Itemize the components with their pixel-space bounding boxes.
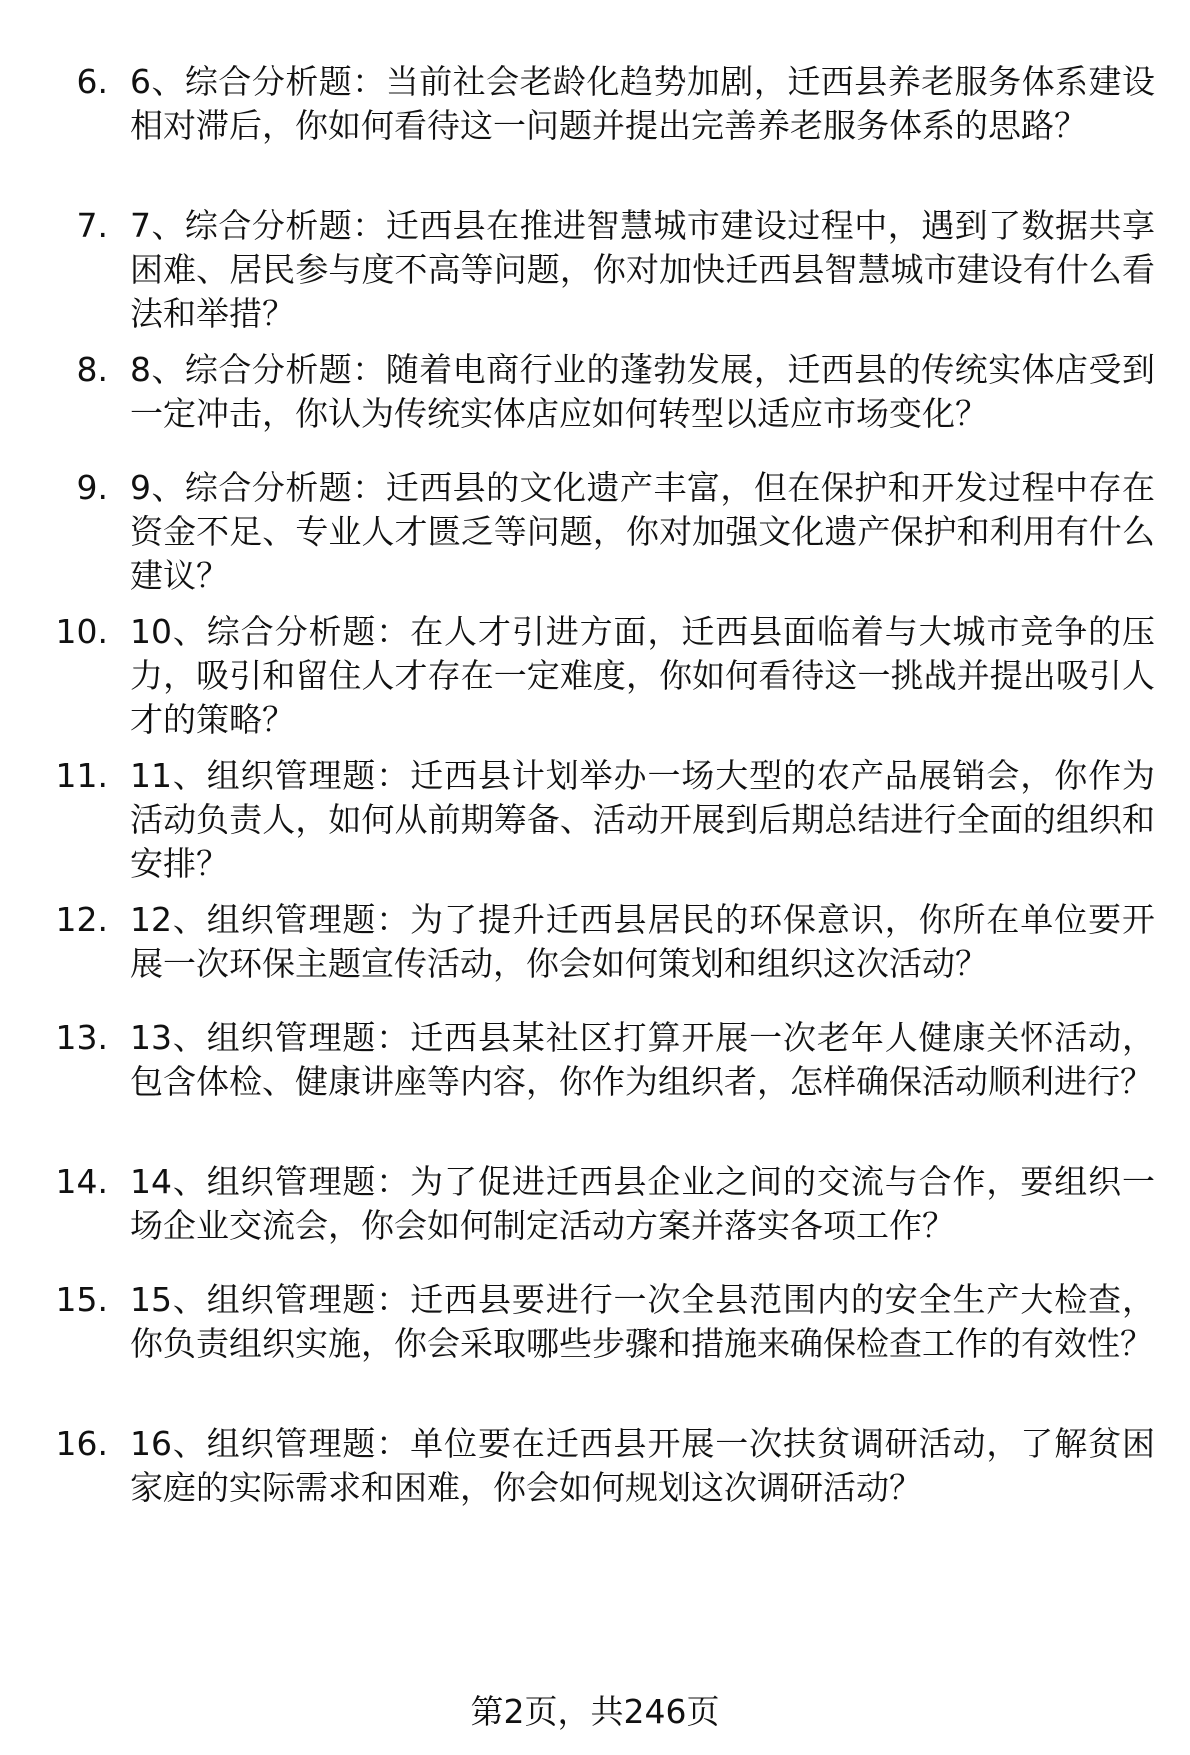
question-item — [0, 1016, 1190, 1160]
question-item — [0, 610, 1190, 754]
question-text: 7、综合分析题：迁西县在推进智慧城市建设过程中，遇到了数据共享困难、居民参与度不高等问题，你对加快迁西县智慧城市建设有什么看法和举措？ — [130, 206, 1155, 333]
question-item — [0, 466, 1190, 610]
question-item — [0, 348, 1190, 466]
question-item — [0, 754, 1190, 898]
question-text: 16、组织管理题：单位要在迁西县开展一次扶贫调研活动，了解贫困家庭的实际需求和困难，你会如何规划这次调研活动？ — [130, 1424, 1155, 1507]
question-item — [0, 1160, 1190, 1278]
question-number: 13. — [55, 1018, 108, 1057]
question-list — [0, 60, 1190, 1522]
question-text: 10、综合分析题：在人才引进方面，迁西县面临着与大城市竞争的压力，吸引和留住人才存在一定难度，你如何看待这一挑战并提出吸引人才的策略？ — [130, 612, 1155, 739]
question-number: 16. — [55, 1424, 108, 1463]
question-number: 8. — [76, 350, 108, 389]
question-item — [0, 1422, 1190, 1522]
question-text: 8、综合分析题：随着电商行业的蓬勃发展，迁西县的传统实体店受到一定冲击，你认为传统实体店应如何转型以适应市场变化？ — [130, 350, 1155, 433]
question-item — [0, 60, 1190, 204]
question-text: 11、组织管理题：迁西县计划举办一场大型的农产品展销会，你作为活动负责人，如何从前期筹备、活动开展到后期总结进行全面的组织和安排？ — [130, 756, 1155, 883]
question-number: 14. — [55, 1162, 108, 1201]
question-number: 11. — [55, 756, 108, 795]
question-number: 6. — [76, 62, 108, 101]
question-item — [0, 1278, 1190, 1422]
question-number: 10. — [55, 612, 108, 651]
question-text: 15、组织管理题：迁西县要进行一次全县范围内的安全生产大检查，你负责组织实施，你会采取哪些步骤和措施来确保检查工作的有效性？ — [130, 1280, 1155, 1363]
question-text: 6、综合分析题：当前社会老龄化趋势加剧，迁西县养老服务体系建设相对滞后，你如何看待这一问题并提出完善养老服务体系的思路？ — [130, 62, 1155, 145]
question-text: 13、组织管理题：迁西县某社区打算开展一次老年人健康关怀活动，包含体检、健康讲座等内容，你作为组织者，怎样确保活动顺利进行？ — [130, 1018, 1155, 1101]
page-number-footer: 第2页，共246页 — [470, 1692, 720, 1731]
question-item — [0, 204, 1190, 348]
question-text: 9、综合分析题：迁西县的文化遗产丰富，但在保护和开发过程中存在资金不足、专业人才匮乏等问题，你对加强文化遗产保护和利用有什么建议？ — [130, 468, 1155, 595]
question-number: 7. — [76, 206, 108, 245]
question-number: 12. — [55, 900, 108, 939]
question-text: 14、组织管理题：为了促进迁西县企业之间的交流与合作，要组织一场企业交流会，你会如何制定活动方案并落实各项工作？ — [130, 1162, 1155, 1245]
question-number: 9. — [76, 468, 108, 507]
question-item — [0, 898, 1190, 1016]
question-number: 15. — [55, 1280, 108, 1319]
question-text: 12、组织管理题：为了提升迁西县居民的环保意识，你所在单位要开展一次环保主题宣传活动，你会如何策划和组织这次活动？ — [130, 900, 1155, 983]
